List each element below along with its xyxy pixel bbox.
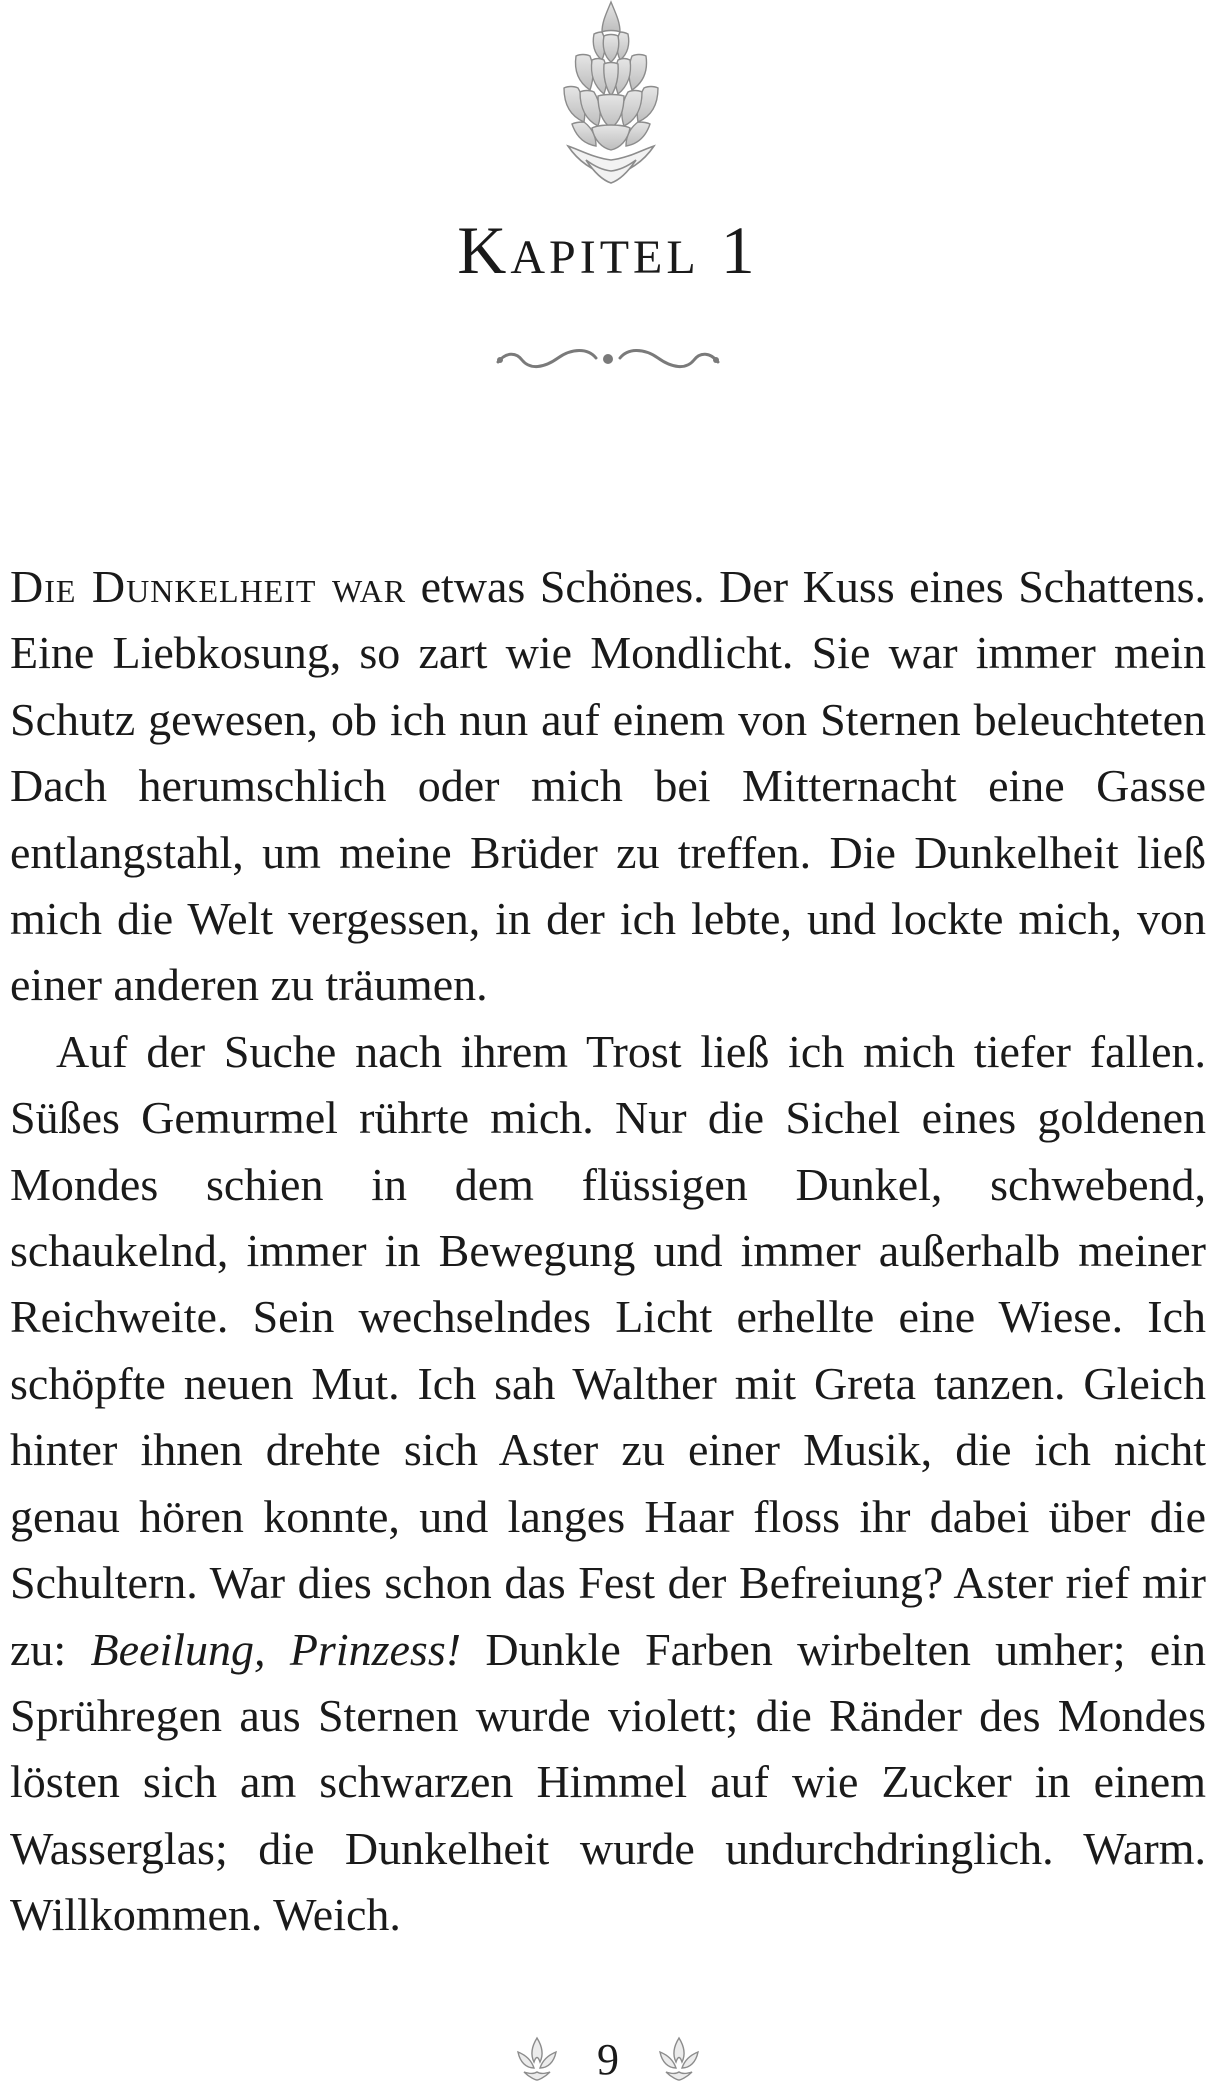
swash-divider-icon (492, 340, 724, 378)
page-number: 9 (597, 2035, 619, 2084)
paragraph-text: etwas Schönes. Der Kuss eines Schattens. Eine Liebkosung, so zart wie Mondlicht. Sie war immer mein Schutz gewesen, ob ich nun auf einem von Sternen beleuchteten Dach herumschlich oder mich bei Mitternacht eine Gasse entlangstahl, um meine Brüder zu treffen. Die Dunkelheit ließ mich die Welt vergessen, in der ich lebte, und lockte mich, von einer anderen zu träumen. (10, 561, 1206, 1011)
paragraph-lead: Die Dunkelheit war (10, 561, 407, 612)
chapter-body (10, 554, 1206, 1949)
paragraph-1 (10, 554, 1206, 1019)
page-footer (0, 2030, 1216, 2090)
lotus-ornament-icon (546, 0, 676, 185)
paragraph-italic: Beeilung, Prinzess! (90, 1623, 462, 1675)
paragraph-text-before: Auf der Suche nach ihrem Trost ließ ich mich tiefer fallen. Süßes Gemurmel rührte mich. Nur die Sichel eines goldenen Mondes schien in dem flüssigen Dunkel, schwebend, schaukelnd, immer in Bewegung und immer außerhalb meiner Reichweite. Sein wechselndes Licht erhellte eine Wiese. Ich schöpfte neuen Mut. Ich sah Walther mit Greta tanzen. Gleich hinter ihnen drehte sich Aster zu einer Musik, die ich nicht genau hören konnte, und langes Haar floss ihr dabei über die Schultern. War dies schon das Fest der Befreiung? Aster rief mir zu: (10, 1025, 1206, 1675)
leaf-ornament-icon (512, 2034, 562, 2084)
chapter-title: Kapitel 1 (457, 212, 759, 288)
paragraph-2 (10, 1019, 1206, 1949)
paragraph-text-after: Dunkle Farben wirbelten umher; ein Sprühregen aus Sternen wurde violett; die Ränder des Mondes lösten sich am schwarzen Himmel auf wie Zucker in einem Wasserglas; die Dunkelheit wurde undurchdringlich. Warm. Willkommen. Weich. (10, 1623, 1206, 1941)
leaf-ornament-icon (654, 2034, 704, 2084)
